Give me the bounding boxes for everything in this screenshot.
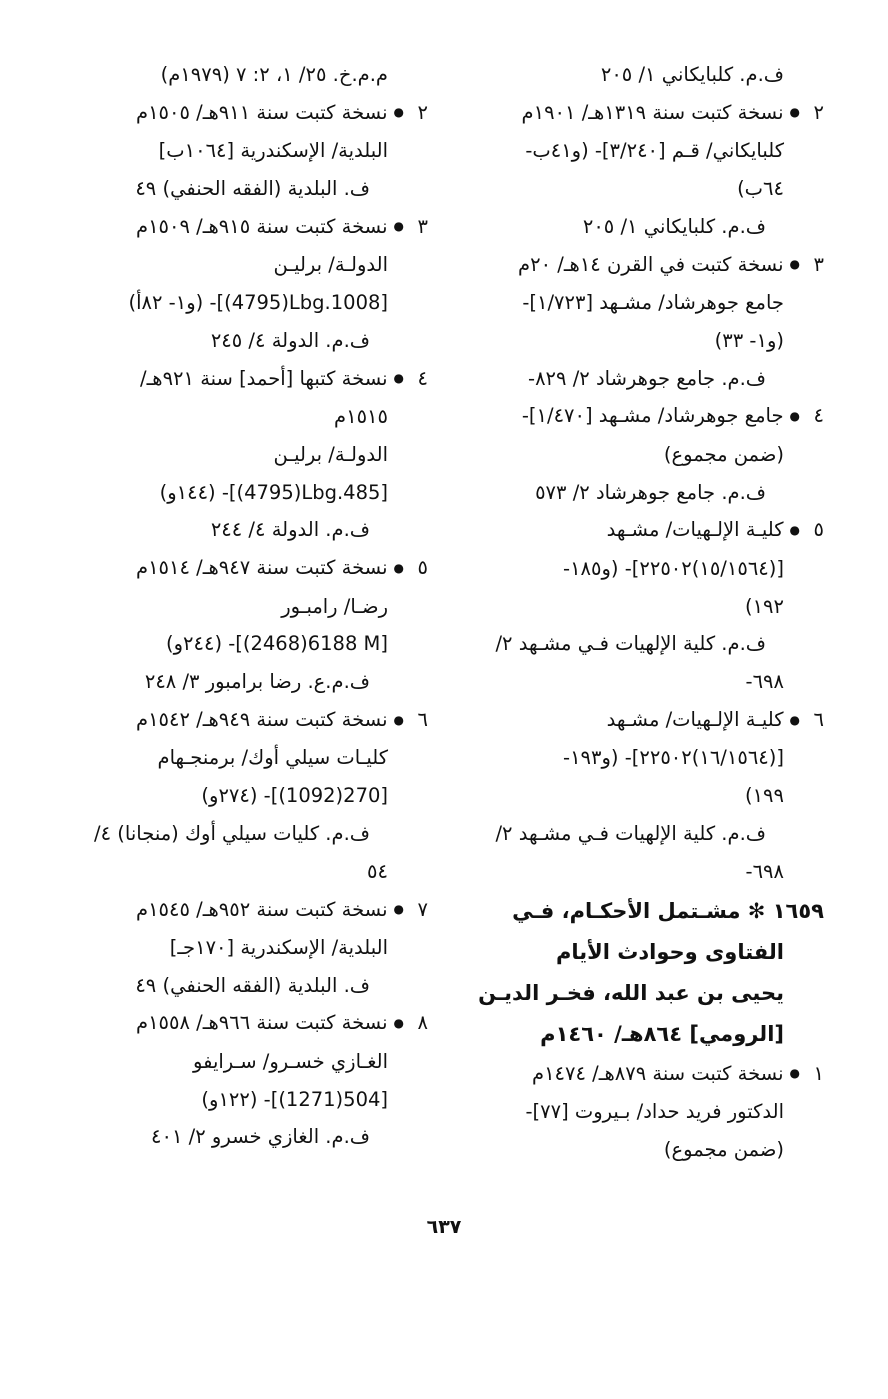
bullet-icon: ● — [789, 1066, 800, 1081]
entry-line — [58, 701, 428, 739]
bullet-icon: ● — [393, 371, 404, 386]
entry-line — [58, 1004, 428, 1042]
entry-line — [58, 360, 428, 398]
entry-text: نسخة كتبت سنة ٩١١هـ/ ١٥٠٥م — [136, 100, 388, 124]
bullet-icon: ● — [789, 408, 800, 423]
left-column — [58, 56, 428, 1156]
reference-line: ٦٩٨- — [745, 670, 784, 694]
entry-number: ٦ — [417, 707, 428, 731]
folio-range: - (و١- ٨٢أ) — [128, 290, 217, 314]
entry-text: كليـة الإلـهيات/ مشـهد — [606, 518, 784, 542]
reference-line: ٥٤ — [367, 859, 388, 883]
bullet-icon: ● — [789, 105, 800, 120]
library-line: البلدية/ الإسكندرية [١٧٠جـ] — [169, 935, 388, 959]
bullet-icon: ● — [393, 902, 404, 917]
entry-line — [464, 94, 824, 132]
library-line — [58, 777, 428, 815]
entry-number: ٦ — [813, 707, 824, 731]
entry-number: ٣ — [813, 252, 824, 276]
folio-range: - (١٢٢و) — [201, 1087, 271, 1111]
reference-line: ف. البلدية (الفقه الحنفي) ٤٩ — [135, 973, 370, 997]
reference-line: ف.م. جامع جوهرشاد ٢/ ٨٢٩- — [528, 366, 766, 390]
entry-number: ٥ — [417, 556, 428, 580]
entry-line — [464, 701, 824, 739]
reference-line: ف. البلدية (الفقه الحنفي) ٤٩ — [135, 176, 370, 200]
library-line: رضـا/ رامبـور — [281, 594, 388, 618]
entry-line — [464, 1055, 824, 1093]
page-number: ٦٣٧ — [426, 1216, 462, 1238]
library-line: (و١- ٣٣) — [714, 328, 784, 352]
library-line: (ضمن مجموع) — [663, 1137, 784, 1161]
bullet-icon: ● — [789, 712, 800, 727]
entry-number: ٢ — [813, 100, 824, 124]
bullet-icon: ● — [393, 560, 404, 575]
library-line: الدكتور فريد حداد/ بـيروت [٧٧]- — [525, 1099, 784, 1123]
star-icon: ✻ — [747, 898, 766, 923]
reference-line: ف.م. كلبايكاني ١/ ٢٠٥ — [600, 63, 784, 86]
author-dates: [الرومي] ٨٦٤هـ/ ١٤٦٠م — [540, 1021, 784, 1046]
library-line: ١٩٢) — [744, 594, 784, 618]
work-title-line — [464, 891, 824, 932]
reference-line: ف.م. جامع جوهرشاد ٢/ ٥٧٣ — [535, 480, 766, 504]
entry-text: كليـة الإلـهيات/ مشـهد — [606, 707, 784, 731]
library-line — [58, 284, 428, 322]
bullet-icon: ● — [393, 712, 404, 727]
library-line: الدولـة/ برليـن — [273, 253, 388, 277]
folio-range: - (١٤٤و) — [159, 480, 229, 504]
entry-text: نسخة كتبها [أحمد] سنة ٩٢١هـ/ — [140, 366, 388, 390]
bullet-icon: ● — [393, 105, 404, 120]
library-line: [(١٥/١٥٦٤)٢٢٥٠٢]- (و١٨٥- — [563, 556, 784, 580]
entry-text: نسخة كتبت سنة ٩٤٧هـ/ ١٥١٤م — [136, 556, 388, 580]
folio-range: - (٢٤٤و) — [165, 632, 236, 656]
bullet-icon: ● — [393, 1016, 404, 1031]
library-line: جامع جوهرشاد/ مشـهد [١/٧٢٣]- — [522, 290, 784, 314]
entry-number: ٥ — [813, 518, 824, 542]
shelfmark: [(1092)270] — [270, 784, 388, 808]
library-line: البلدية/ الإسكندرية [١٠٦٤ب] — [158, 139, 388, 163]
library-line: ١٩٩) — [744, 784, 784, 808]
shelfmark: [(4795)Lbg.1008] — [216, 290, 388, 314]
entry-number: ٤ — [417, 366, 428, 390]
shelfmark: [(4795)Lbg.485] — [228, 480, 388, 504]
library-line: ٦٤ب) — [737, 176, 784, 200]
entry-line — [58, 94, 428, 132]
reference-line: م.م.خ. ٢٥/ ١، ٢: ٧ (١٩٧٩م) — [160, 63, 388, 86]
entry-line — [464, 397, 824, 435]
folio-range: - (٢٧٤و) — [201, 784, 271, 808]
entry-number: ٣ — [417, 214, 428, 238]
library-line: الدولـة/ برليـن — [273, 442, 388, 466]
entry-text: نسخة كتبت سنة ١٣١٩هـ/ ١٩٠١م — [521, 100, 784, 124]
entry-number: ٤ — [813, 404, 824, 428]
entry-line — [464, 511, 824, 549]
library-line: الغـازي خسـرو/ سـرايفو — [193, 1049, 388, 1073]
reference-line: ف.م. كليات سيلي أوك (منجانا) ٤/ — [94, 821, 370, 845]
entry-number: ٨ — [417, 1011, 428, 1035]
reference-line: ف.م. كلية الإلهيات فـي مشـهد ٢/ — [495, 632, 766, 656]
entry-line — [58, 891, 428, 929]
library-line: (ضمن مجموع) — [663, 442, 784, 466]
entry-number: ١ — [813, 1061, 824, 1085]
bullet-icon: ● — [789, 257, 800, 272]
library-line: كليـات سيلي أوك/ برمنجـهام — [157, 746, 388, 770]
entry-text: نسخة كتبت سنة ٩٤٩هـ/ ١٥٤٢م — [136, 707, 388, 731]
author-line: يحيى بن عبد الله، فخـر الديـن — [478, 980, 784, 1005]
entry-text: نسخة كتبت سنة ٨٧٩هـ/ ١٤٧٤م — [532, 1061, 784, 1085]
bullet-icon: ● — [789, 522, 800, 537]
reference-line: ٦٩٨- — [745, 859, 784, 883]
entry-number: ٧ — [417, 897, 428, 921]
library-line: [(١٦/١٥٦٤)٢٢٥٠٢]- (و١٩٣- — [563, 746, 784, 770]
entry-number: ٢ — [417, 100, 428, 124]
entry-text: نسخة كتبت في القرن ١٤هـ/ ٢٠م — [518, 252, 784, 276]
work-title: مشـتمل الأحكـام، فـي — [512, 898, 741, 923]
reference-line: ف.م. الغازي خسرو ٢/ ٤٠١ — [151, 1125, 370, 1149]
reference-line: ف.م. الدولة ٤/ ٢٤٤ — [210, 518, 370, 542]
reference-line: ف.م. كلية الإلهيات فـي مشـهد ٢/ — [495, 821, 766, 845]
library-line — [58, 625, 428, 663]
entry-text: نسخة كتبت سنة ٩٦٦هـ/ ١٥٥٨م — [136, 1011, 388, 1035]
bullet-icon: ● — [393, 219, 404, 234]
entry-text: نسخة كتبت سنة ٩٥٢هـ/ ١٥٤٥م — [136, 897, 388, 921]
library-line — [58, 1081, 428, 1119]
library-line — [58, 474, 428, 512]
shelfmark: [(1271)504] — [270, 1087, 388, 1111]
work-number: ١٦٥٩ — [772, 898, 824, 923]
right-column — [464, 56, 824, 1168]
entry-text: نسخة كتبت سنة ٩١٥هـ/ ١٥٠٩م — [136, 214, 388, 238]
library-line: كلبايكاني/ قـم [٣/٢٤٠]- (و٤١ب- — [525, 139, 784, 163]
entry-line: ١٥١٥م — [334, 404, 388, 428]
entry-line — [58, 549, 428, 587]
entry-text: جامع جوهرشاد/ مشـهد [١/٤٧٠]- — [521, 404, 784, 428]
shelfmark: [(2468)6188 M] — [235, 632, 388, 656]
entry-line — [464, 246, 824, 284]
reference-line: ف.م. كلبايكاني ١/ ٢٠٥ — [582, 214, 766, 238]
reference-line: ف.م.ع. رضا برامبور ٣/ ٢٤٨ — [144, 670, 370, 694]
entry-line — [58, 208, 428, 246]
reference-line: ف.م. الدولة ٤/ ٢٤٥ — [210, 328, 370, 352]
work-title-line: الفتاوى وحوادث الأيام — [555, 939, 784, 964]
